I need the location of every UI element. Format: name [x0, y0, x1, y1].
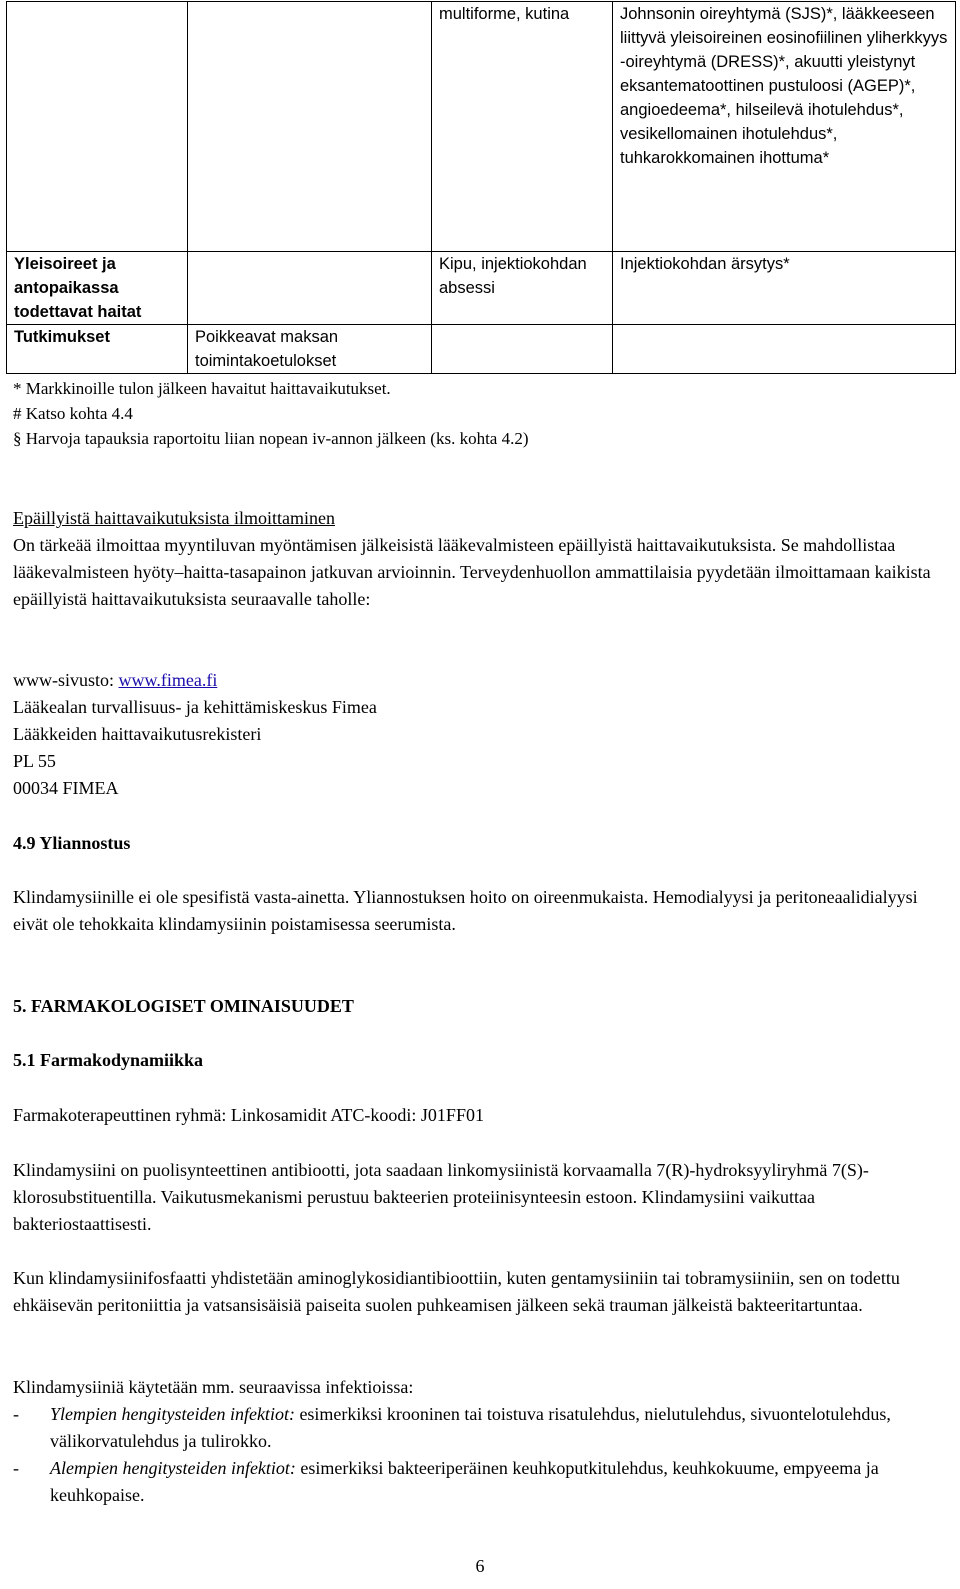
table-footnote: * Markkinoille tulon jälkeen havaitut haittavaikutukset.	[13, 379, 391, 398]
combination-paragraph: Kun klindamysiinifosfaatti yhdistetään aminoglykosidiantibioottiin, kuten gentamysiiniin tai tobramysiiniin, sen on todettu ehkäisevän peritoniittia ja vatsansisäisiä paiseita suolen puhkeamisen jälkeen sekä trauman jälkeistä bakteeritartuntaa.	[13, 1268, 900, 1315]
soc-cell	[7, 2, 188, 252]
frequency-cell	[613, 325, 956, 374]
soc-cell: Yleisoireet ja antopaikassa todettavat haitat	[7, 252, 188, 325]
address-line: PL 55	[13, 751, 56, 771]
table-footnote: # Katso kohta 4.4	[13, 404, 133, 423]
frequency-cell	[432, 325, 613, 374]
list-term: Ylempien hengitysteiden infektiot:	[50, 1404, 295, 1424]
frequency-cell	[188, 252, 432, 325]
overdose-heading: 4.9 Yliannostus	[13, 833, 131, 853]
frequency-cell: Poikkeavat maksan toimintakoetulokset	[188, 325, 432, 374]
frequency-cell: Johnsonin oireyhtymä (SJS)*, lääkkeeseen liittyvä yleisoireinen eosinofiilinen yliherkkyys -oireyhtymä (DRESS)*, akuutti yleistynyt eksantematoottinen pustuloosi (AGEP)*, angioedeema*, hilseilevä ihotulehdus*, vesikellomainen ihotulehdus*, tuhkarokkomainen ihottuma*	[613, 2, 956, 252]
address-line: 00034 FIMEA	[13, 778, 119, 798]
table-row	[7, 252, 956, 325]
list-dash: -	[13, 1404, 19, 1424]
address-line: Lääkkeiden haittavaikutusrekisteri	[13, 724, 262, 744]
address-line: Lääkealan turvallisuus- ja kehittämiskeskus Fimea	[13, 697, 377, 717]
page-number: 6	[475, 1556, 485, 1576]
list-text: esimerkiksi krooninen tai toistuva risatulehdus, nielutulehdus, sivuontelotulehdus, välikorvatulehdus ja tulirokko.	[50, 1404, 891, 1451]
section-heading: Epäillyistä haittavaikutuksista ilmoittaminen	[13, 508, 335, 528]
table-row	[7, 2, 956, 252]
section-5-heading: 5. FARMAKOLOGISET OMINAISUUDET	[13, 996, 354, 1016]
adverse-effects-table	[6, 1, 956, 374]
paragraph: On tärkeää ilmoittaa myyntiluvan myöntämisen jälkeisistä lääkevalmisteen epäillyistä haittavaikutuksista. Se mahdollistaa lääkevalmisteen hyöty–haitta-tasapainon jatkuvan arvioinnin. Terveydenhuollon ammattilaisia pyydetään ilmoittamaan kaikista epäillyistä haittavaikutuksista seuraavalle taholle:	[13, 535, 931, 609]
indications-list	[13, 1374, 953, 1509]
reporting-section	[13, 505, 953, 613]
frequency-cell: Kipu, injektiokohdan absessi	[432, 252, 613, 325]
reporting-contact	[13, 667, 953, 802]
frequency-cell: Injektiokohdan ärsytys*	[613, 252, 956, 325]
table-footnote: § Harvoja tapauksia raportoitu liian nopean iv-annon jälkeen (ks. kohta 4.2)	[13, 429, 529, 448]
list-intro: Klindamysiiniä käytetään mm. seuraavissa infektioissa:	[13, 1377, 414, 1397]
list-term: Alempien hengitysteiden infektiot:	[50, 1458, 296, 1478]
mechanism-paragraph: Klindamysiini on puolisynteettinen antibiootti, jota saadaan linkomysiinistä korvaamalla 7(R)-hydroksyyliryhmä 7(S)-klorosubstituentilla. Vaikutusmekanismi perustuu bakteerien proteiinisynteesin estoon. Klindamysiini vaikuttaa bakteriostaattisesti.	[13, 1160, 869, 1234]
section-5-1-heading: 5.1 Farmakodynamiikka	[13, 1050, 204, 1070]
list-text: esimerkiksi bakteeriperäinen keuhkoputkitulehdus, keuhkokuume, empyeema ja keuhkopaise.	[50, 1458, 879, 1505]
table-row	[7, 325, 956, 374]
website-label: www-sivusto:	[13, 670, 119, 690]
soc-cell: Tutkimukset	[7, 325, 188, 374]
frequency-cell: multiforme, kutina	[432, 2, 613, 252]
fimea-link[interactable]: www.fimea.fi	[118, 670, 218, 690]
frequency-cell	[188, 2, 432, 252]
website-line	[13, 667, 953, 694]
atc-group-line: Farmakoterapeuttinen ryhmä: Linkosamidit ATC-koodi: J01FF01	[13, 1105, 484, 1125]
list-item	[13, 1401, 953, 1455]
overdose-text: Klindamysiinille ei ole spesifistä vasta-ainetta. Yliannostuksen hoito on oireenmukaista. Hemodialyysi ja peritoneaalidialyysi eivät ole tehokkaita klindamysiinin poistamisessa seerumista.	[13, 887, 918, 934]
list-item	[13, 1455, 953, 1509]
list-dash: -	[13, 1458, 19, 1478]
